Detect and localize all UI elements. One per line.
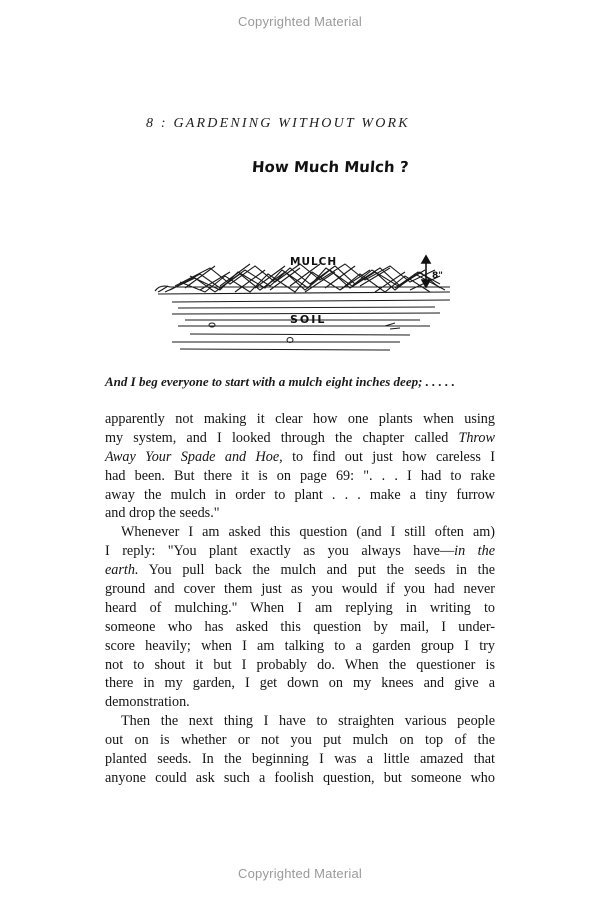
mulch-label: MULCH: [290, 256, 338, 268]
text-line: [105, 429, 495, 448]
text-line: [105, 731, 495, 750]
copyright-watermark-top: Copyrighted Material: [238, 14, 362, 29]
italic-segment: Away Your Spade and Hoe,: [105, 448, 283, 465]
text-line: [105, 693, 495, 712]
body-text: [105, 410, 495, 788]
depth-label: 8": [432, 271, 443, 281]
text-line: [105, 561, 495, 580]
text-segment: not to shout it but I probably do. When the questioner is: [105, 656, 495, 673]
text-segment: heard of mulching." When I am replying in writing to: [105, 599, 495, 616]
text-line: [105, 448, 495, 467]
text-segment: demonstration.: [105, 694, 190, 711]
text-segment: You pull back the mulch and put the seeds in the: [138, 562, 495, 579]
text-line: [105, 580, 495, 599]
text-line: [105, 656, 495, 675]
text-segment: out on is whether or not you put mulch on top of the: [105, 732, 495, 749]
paragraph-2: [105, 523, 495, 712]
running-head: 8 : GARDENING WITHOUT WORK: [146, 116, 410, 131]
text-line: [105, 486, 495, 505]
text-segment: anyone could ask such a foolish question, but someone who: [105, 769, 495, 786]
italic-segment: earth.: [105, 562, 139, 579]
illustration-title: How Much Mulch ?: [251, 158, 410, 176]
paragraph-3: [105, 712, 495, 788]
copyright-watermark-bottom: Copyrighted Material: [238, 866, 362, 881]
text-segment: away the mulch in order to plant . . . make a tiny furrow: [105, 486, 495, 503]
italic-segment: Throw: [458, 429, 495, 446]
text-line: [105, 523, 495, 542]
text-line: [105, 599, 495, 618]
text-line: [105, 750, 495, 769]
text-segment: had been. But there it is on page 69: ". . . I had to rake: [105, 467, 495, 484]
text-line: [105, 712, 495, 731]
text-line: [105, 637, 495, 656]
paragraph-1: [105, 410, 495, 523]
text-segment: score heavily; when I am talking to a garden group I try: [105, 637, 495, 654]
text-line: [105, 542, 495, 561]
text-segment: there in my garden, I get down on my knees and give a: [105, 675, 495, 692]
text-segment: planted seeds. In the beginning I was a little amazed that: [105, 751, 495, 768]
text-line: [105, 769, 495, 788]
text-segment: I reply: "You plant exactly as you always have—: [105, 543, 455, 560]
text-line: [105, 674, 495, 693]
text-segment: someone who has asked this question by mail, I under-: [105, 618, 495, 635]
text-segment: ground and cover them just as you would if you had never: [105, 581, 495, 598]
soil-label: SOIL: [290, 313, 327, 326]
text-segment: and drop the seeds.": [105, 505, 220, 522]
text-line: [105, 504, 495, 523]
text-segment: my system, and I looked through the chapter called: [105, 429, 459, 446]
italic-segment: in the: [454, 543, 495, 560]
text-segment: Whenever I am asked this question (and I still often am): [121, 524, 495, 541]
mulch-layer: [155, 264, 450, 294]
text-line: [105, 410, 495, 429]
illustration-caption: And I beg everyone to start with a mulch eight inches deep; . . . . .: [105, 374, 455, 389]
text-line: [105, 467, 495, 486]
text-line: [105, 618, 495, 637]
text-segment: apparently not making it clear how one plants when using: [105, 411, 495, 427]
text-segment: to find out just how careless I: [282, 448, 495, 465]
text-segment: Then the next thing I have to straighten various people: [121, 713, 495, 730]
mulch-soil-illustration: [150, 246, 460, 356]
